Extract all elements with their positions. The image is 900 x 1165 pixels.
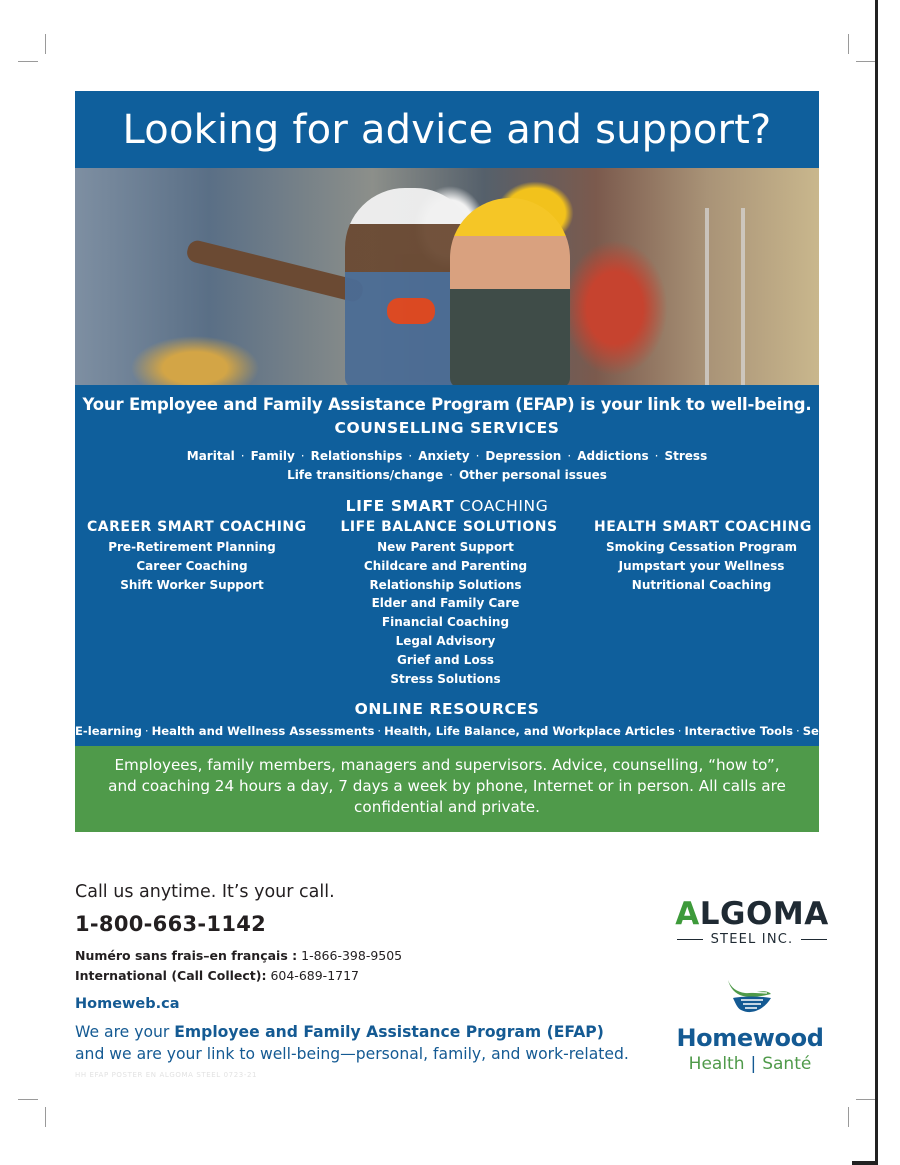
efap-poster — [75, 91, 845, 832]
column-title: CAREER SMART COACHING — [87, 519, 307, 535]
column-item: Financial Coaching — [381, 615, 510, 630]
title-light-part: COACHING — [459, 497, 549, 515]
online-item: Health and Wellness Assessments — [151, 724, 375, 739]
counselling-item: Stress — [664, 449, 708, 463]
closing-efap-bold: Employee and Family Assistance Program (EFAP) — [174, 1023, 604, 1041]
call-line: Call us anytime. It’s your call. — [75, 882, 335, 902]
counselling-item: Anxiety — [418, 449, 470, 463]
life-smart-coaching-title — [75, 497, 819, 515]
counselling-line-1 — [75, 447, 819, 466]
sante-text: Santé — [762, 1054, 812, 1074]
column-title: HEALTH SMART COACHING — [594, 519, 812, 535]
separator: · — [240, 449, 245, 463]
algoma-accent-letter: A — [675, 896, 700, 932]
divider — [677, 939, 703, 941]
column-item: Childcare and Parenting — [363, 558, 528, 573]
algoma-logo — [664, 898, 840, 947]
counselling-item: Life transitions/change — [287, 468, 444, 482]
leaf-hands-icon — [725, 978, 775, 1018]
homewood-subline — [660, 1054, 840, 1074]
workers-photo — [75, 168, 819, 385]
page-title: Looking for advice and support? — [122, 106, 772, 153]
separator: · — [449, 468, 453, 482]
separator: · — [567, 449, 572, 463]
crop-mark — [856, 1099, 876, 1100]
column-item: Relationship Solutions — [369, 577, 522, 592]
separator: · — [796, 724, 800, 739]
health-text: Health — [688, 1054, 745, 1074]
french-line — [75, 946, 635, 966]
international-label: International (Call Collect): — [75, 968, 267, 983]
crop-mark — [18, 61, 38, 62]
efap-tagline: Your Employee and Family Assistance Program (EFAP) is your link to well-being. — [82, 395, 812, 414]
life-balance-column — [340, 519, 558, 688]
column-item: Grief and Loss — [396, 652, 494, 667]
counselling-title: COUNSELLING SERVICES — [334, 419, 560, 437]
closing-text: We are your — [75, 1023, 175, 1041]
closing-statement — [75, 1021, 635, 1065]
online-item: E-learning — [75, 724, 142, 739]
algoma-wordmark — [664, 898, 840, 930]
crop-mark — [45, 1107, 46, 1127]
website-link[interactable]: Homeweb.ca — [75, 996, 180, 1012]
online-item: Health, Life Balance, and Workplace Articles — [384, 724, 675, 739]
column-item: Career Coaching — [136, 558, 248, 573]
counselling-list — [75, 447, 819, 485]
counselling-item: Relationships — [310, 449, 403, 463]
online-resources-list — [75, 724, 845, 739]
column-item: New Parent Support — [377, 540, 514, 554]
column-item: Stress Solutions — [390, 671, 501, 686]
separator: · — [144, 724, 149, 739]
career-smart-column — [87, 519, 307, 688]
counselling-item: Other personal issues — [458, 468, 607, 482]
crop-mark — [18, 1099, 38, 1100]
crop-mark — [856, 61, 876, 62]
homewood-name: Homewood — [676, 1024, 824, 1052]
health-smart-column — [594, 519, 812, 688]
coaching-columns — [75, 519, 819, 688]
column-item: Nutritional Coaching — [631, 577, 772, 592]
crop-mark — [848, 34, 849, 54]
column-item: Smoking Cessation Program — [605, 540, 797, 554]
algoma-word-rest: LGOMA — [699, 896, 829, 932]
separator: · — [475, 449, 480, 463]
french-phone-number[interactable]: 1-866-398-9505 — [301, 948, 403, 963]
separator: · — [654, 449, 659, 463]
crop-mark — [45, 34, 46, 54]
counselling-item: Family — [250, 449, 295, 463]
print-code: HH EFAP POSTER EN ALGOMA STEEL 0723-21 — [75, 1071, 258, 1079]
closing-text: and we are your link to well-being—personal, family, and work-related. — [75, 1045, 629, 1063]
column-item: Jumpstart your Wellness — [618, 558, 785, 573]
column-item: Legal Advisory — [395, 633, 496, 648]
counselling-item: Addictions — [577, 449, 649, 463]
algoma-subline — [664, 932, 840, 947]
availability-banner: Employees, family members, managers and supervisors. Advice, counselling, “how to”, and coaching 24 hours a day, 7 days a week by phone, Internet or in person. All calls are confidential and private. — [75, 746, 819, 832]
counselling-line-2 — [75, 466, 819, 485]
title-bold-part: LIFE SMART — [345, 497, 455, 515]
french-label: Numéro sans frais–en français : — [75, 948, 298, 963]
counselling-item: Depression — [485, 449, 562, 463]
column-title: LIFE BALANCE SOLUTIONS — [340, 519, 558, 535]
divider — [801, 939, 827, 941]
worker-yellow-hardhat — [450, 198, 570, 385]
international-phone-number[interactable]: 604-689-1717 — [270, 968, 360, 983]
main-phone-number[interactable]: 1-800-663-1142 — [75, 912, 267, 936]
scan-edge — [852, 1161, 878, 1165]
column-item: Shift Worker Support — [120, 577, 264, 592]
alternate-numbers — [75, 946, 635, 986]
services-panel — [75, 385, 845, 746]
ladder-shape — [705, 208, 745, 385]
online-resources-title: ONLINE RESOURCES — [354, 700, 540, 719]
separator: · — [300, 449, 305, 463]
counselling-item: Marital — [186, 449, 235, 463]
separator: · — [677, 724, 682, 739]
ear-muffs-icon — [387, 298, 435, 324]
algoma-sub-text: STEEL INC. — [710, 932, 794, 947]
column-item: Elder and Family Care — [371, 596, 520, 611]
homewood-logo — [660, 978, 840, 1074]
separator: · — [408, 449, 413, 463]
online-item: Sentio — [802, 724, 845, 739]
crop-mark — [848, 1107, 849, 1127]
divider: | — [750, 1054, 757, 1074]
separator: · — [377, 724, 382, 739]
scan-edge — [875, 0, 878, 1165]
column-item: Pre-Retirement Planning — [108, 540, 276, 554]
international-line — [75, 966, 635, 986]
headline-bar — [75, 91, 819, 168]
contact-section — [75, 882, 635, 1079]
online-item: Interactive Tools — [684, 724, 794, 739]
pointing-arm-shape — [185, 239, 365, 304]
